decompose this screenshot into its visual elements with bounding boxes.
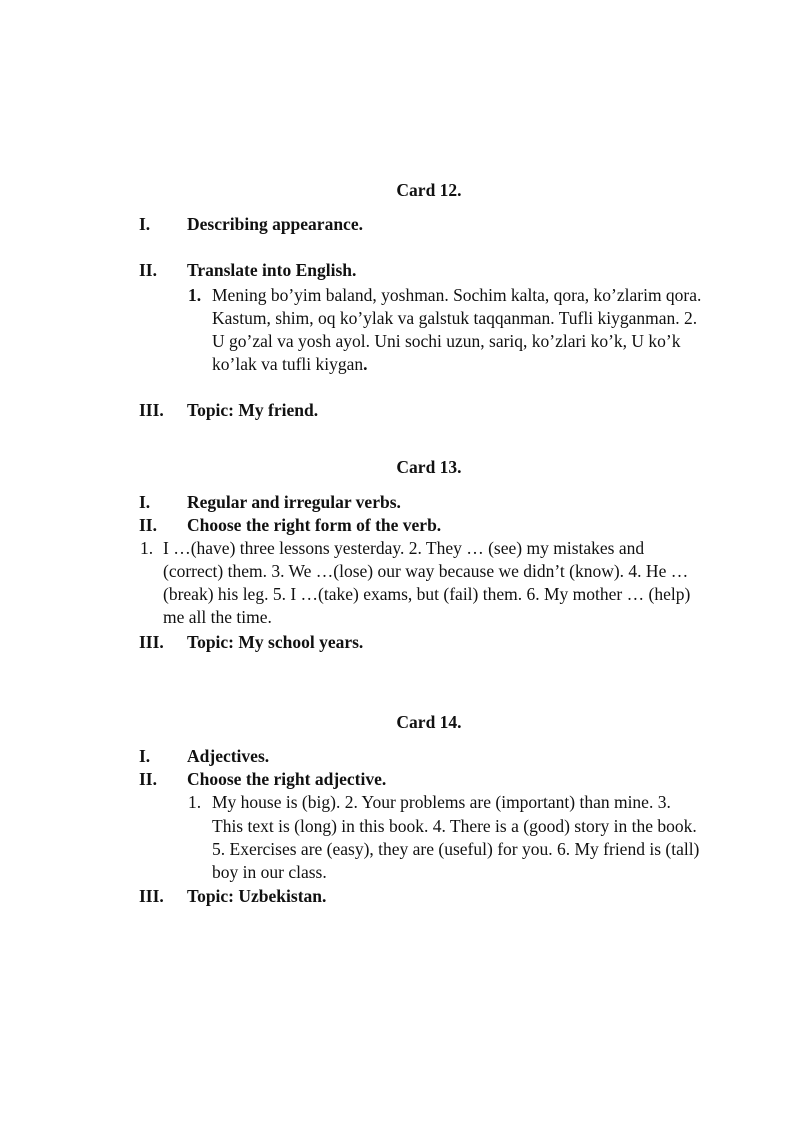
card-12-exercise-line-4 bbox=[212, 354, 368, 375]
card-14-item-2-numeral: II. bbox=[139, 769, 157, 789]
card-12-exercise-number: 1. bbox=[188, 285, 202, 305]
card-13-exercise-number: 1. bbox=[140, 538, 154, 558]
card-12-item-3-numeral: III. bbox=[139, 400, 164, 420]
card-13-exercise-line-3: (break) his leg. 5. I …(take) exams, but (fail) them. 6. My mother … (help) bbox=[163, 584, 691, 604]
card-12-exercise-end-mark: . bbox=[363, 354, 368, 374]
card-13-exercise-line-2: (correct) them. 3. We …(lose) our way because we didn’t (know). 4. He … bbox=[163, 561, 689, 581]
card-13-exercise-line-1: I …(have) three lessons yesterday. 2. They … (see) my mistakes and bbox=[163, 538, 645, 558]
card-12-exercise-line-4-text: ko’lak va tufli kiygan bbox=[212, 354, 364, 374]
card-14-exercise-line-2: This text is (long) in this book. 4. There is a (good) story in the book. bbox=[212, 816, 697, 836]
card-14-exercise-line-4: boy in our class. bbox=[212, 862, 327, 882]
card-14-exercise-number: 1. bbox=[188, 792, 202, 812]
card-13-exercise-line-4: me all the time. bbox=[163, 607, 272, 627]
card-12-exercise-line-2: Kastum, shim, oq ko’ylak va galstuk taqqanman. Tufli kiyganman. 2. bbox=[212, 308, 698, 328]
card-13-item-3-numeral: III. bbox=[139, 632, 164, 652]
card-14-item-3-numeral: III. bbox=[139, 886, 164, 906]
card-12-exercise-line-3: U go’zal va yosh ayol. Uni sochi uzun, sariq, ko’zlari ko’k, U ko’k bbox=[212, 331, 681, 351]
card-13-item-2-numeral: II. bbox=[139, 515, 157, 535]
card-13-title: Card 13. bbox=[396, 457, 462, 477]
card-13-item-1-heading: Regular and irregular verbs. bbox=[187, 492, 401, 512]
card-12-title: Card 12. bbox=[396, 180, 462, 200]
card-13-item-3-heading: Topic: My school years. bbox=[187, 632, 364, 652]
card-12-item-1-heading: Describing appearance. bbox=[187, 214, 363, 234]
card-14-item-1-heading: Adjectives. bbox=[187, 746, 270, 766]
card-13-item-2-heading: Choose the right form of the verb. bbox=[187, 515, 442, 535]
card-12-item-2-numeral: II. bbox=[139, 260, 157, 280]
card-14-exercise-line-3: 5. Exercises are (easy), they are (useful) for you. 6. My friend is (tall) bbox=[212, 839, 700, 859]
card-12-item-2-heading: Translate into English. bbox=[187, 260, 357, 280]
card-14-item-2-heading: Choose the right adjective. bbox=[187, 769, 387, 789]
card-14-item-3-heading: Topic: Uzbekistan. bbox=[187, 886, 327, 906]
card-14-exercise-line-1: My house is (big). 2. Your problems are (important) than mine. 3. bbox=[212, 792, 671, 812]
card-14-title: Card 14. bbox=[396, 712, 462, 732]
card-12-exercise-line-1: Mening bo’yim baland, yoshman. Sochim kalta, qora, ko’zlarim qora. bbox=[212, 285, 702, 305]
card-14-item-1-numeral: I. bbox=[139, 746, 151, 766]
card-13-item-1-numeral: I. bbox=[139, 492, 151, 512]
card-12-item-1-numeral: I. bbox=[139, 214, 151, 234]
card-12-item-3-heading: Topic: My friend. bbox=[187, 400, 319, 420]
